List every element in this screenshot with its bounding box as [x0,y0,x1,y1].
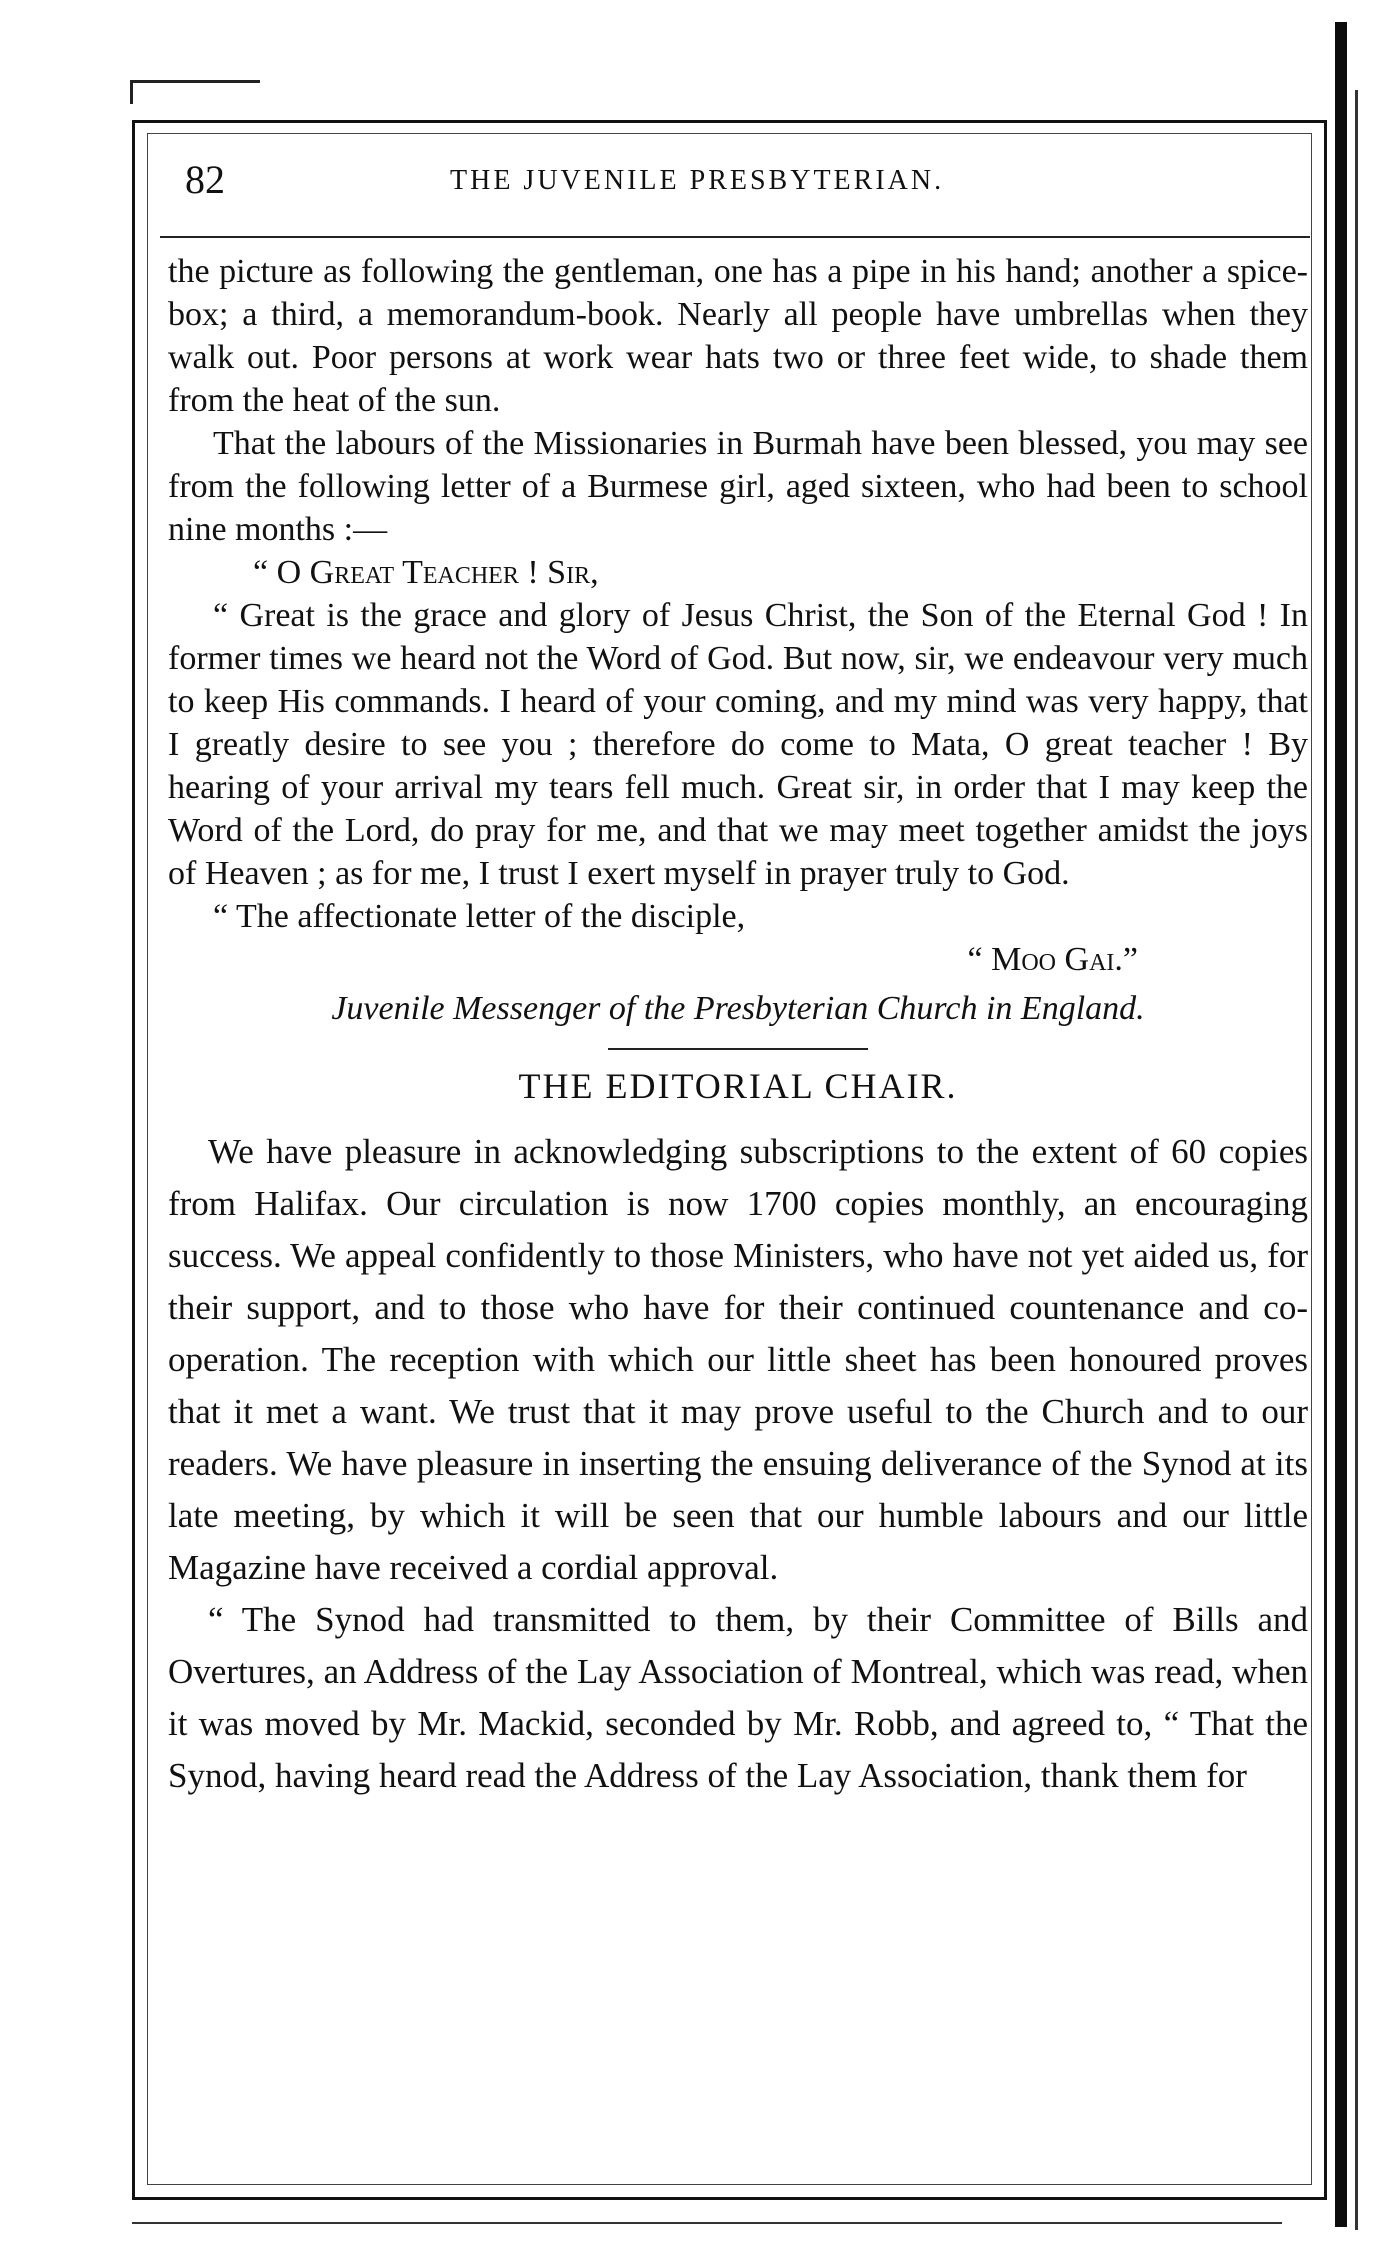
editorial-paragraph: “ The Synod had transmitted to them, by their Committee of Bills and Overtures, an Address of the Lay Association of Montreal, which was read, when it was moved by Mr. Mackid, seconded by Mr. Robb, and agreed to, “ That the Synod, having heard read the Address of the Lay Association, thank them for [168,1600,1308,1795]
page-number: 82 [185,157,225,202]
letter-signature: “ Moo Gai.” [967,941,1138,978]
text-column [168,250,1308,1802]
bottom-rule [132,2222,1282,2224]
article-paragraph: the picture as following the gentleman, one has a pipe in his hand; another a spice-box; a third, a memorandum-book. Nearly all people have umbrellas when they walk out. Poor persons at work wear hats two or three feet wide, to shade them from the heat of the sun. [168,253,1308,419]
editorial-paragraph: We have pleasure in acknowledging subscriptions to the extent of 60 copies from Halifax. Our circulation is now 1700 copies monthly, an encouraging success. We appeal confidently to those Ministers, who have not yet aided us, for their support, and to those who have for their continued countenance and co-operation. The reception with which our little sheet has been honoured proves that it met a want. We trust that it may prove useful to the Church and to our readers. We have pleasure in inserting the ensuing deliverance of the Synod at its late meeting, by which it will be seen that our humble labours and our little Magazine have received a cordial approval. [168,1132,1308,1587]
top-corner-mark [130,80,260,83]
running-title: THE JUVENILE PRESBYTERIAN. [450,165,945,196]
section-title: THE EDITORIAL CHAIR. [518,1066,958,1106]
right-binding-line [1355,90,1358,2230]
letter-closing: “ The affectionate letter of the disciple, [213,898,746,935]
section-divider [608,1048,868,1050]
top-corner-mark-vertical [130,80,133,104]
letter-body: “ Great is the grace and glory of Jesus Christ, the Son of the Eternal God ! In former times we heard not the Word of God. But now, sir, we endeavour very much to keep His commands. I heard of your coming, and my mind was very happy, that I greatly desire to see you ; therefore do come to Mata, O great teacher ! By hearing of your arrival my tears fell much. Great sir, in order that I may keep the Word of the Lord, do pray for me, and that we may meet together amidst the joys of Heaven ; as for me, I trust I exert myself in prayer truly to God. [168,597,1308,892]
article-section [168,250,1308,1030]
page-header [185,155,1315,215]
letter-salutation: “ O Great Teacher ! Sir, [253,554,599,591]
right-binding-bar [1335,22,1347,2227]
article-paragraph: That the labours of the Missionaries in Burmah have been blessed, you may see from the following letter of a Burmese girl, aged sixteen, who had been to school nine months :— [168,425,1308,548]
article-source: Juvenile Messenger of the Presbyterian Church in England. [331,990,1145,1027]
editorial-section [168,1060,1308,1802]
header-rule [160,236,1310,238]
